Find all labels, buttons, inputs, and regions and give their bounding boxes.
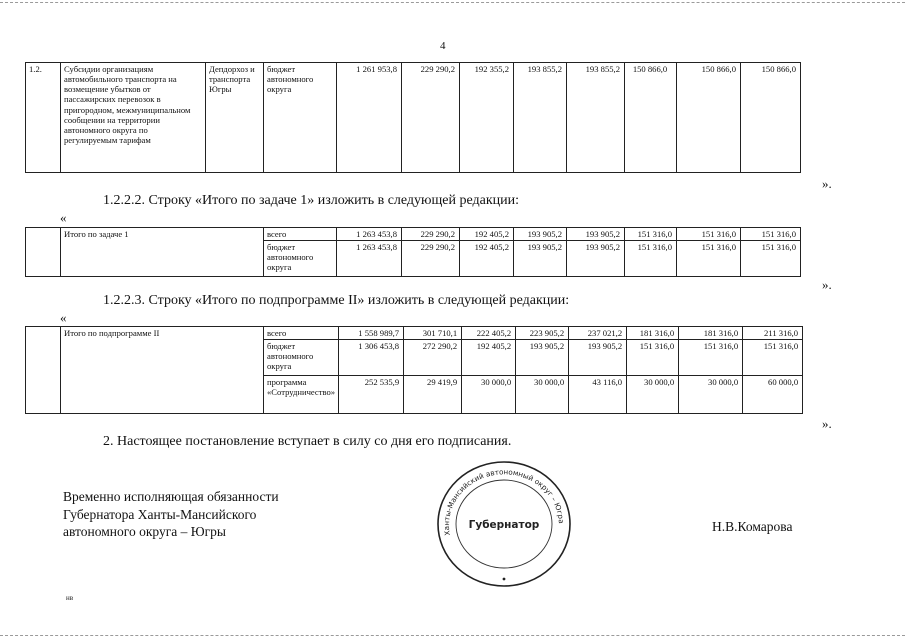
cell-value: 181 316,0 (679, 327, 743, 340)
cell-value: 237 021,2 (569, 327, 627, 340)
cell-year-value: 150 866,0 (741, 63, 801, 173)
cell-value: 60 000,0 (743, 376, 803, 414)
cell-funding-source: программа «Сотрудничество» (264, 376, 339, 414)
cell-total: 1 261 953,8 (337, 63, 402, 173)
cell-value: 192 405,2 (460, 241, 514, 277)
cell-value: 151 316,0 (625, 241, 677, 277)
cell-funding-source: бюджет автономного округа (264, 63, 337, 173)
scan-top-edge (0, 2, 905, 3)
cell-year-value: 150 866,0 (625, 63, 677, 173)
cell-value: 252 535,9 (339, 376, 404, 414)
cell-funding-source: всего (264, 327, 339, 340)
cell-value: 301 710,1 (404, 327, 462, 340)
cell-funding-source: всего (264, 228, 337, 241)
footer-mark: нв (66, 594, 74, 602)
page-number: 4 (440, 40, 446, 52)
closing-quote: ». (822, 416, 832, 431)
seal-dot (503, 578, 506, 581)
opening-quote: « (60, 310, 67, 325)
cell-year-value: 193 855,2 (567, 63, 625, 173)
cell-value: 222 405,2 (462, 327, 516, 340)
paragraph-1-2-2-2: 1.2.2.2. Строку «Итого по задаче 1» изложить в следующей редакции: (103, 193, 520, 208)
cell-value: 151 316,0 (741, 228, 801, 241)
cell-value: 193 905,2 (567, 228, 625, 241)
cell-year-value: 150 866,0 (677, 63, 741, 173)
table-task-1-total (25, 227, 801, 277)
cell-value: 1 558 989,7 (339, 327, 404, 340)
cell-total-label: Итого по задаче 1 (61, 228, 264, 277)
seal-center-text: Губернатор (468, 519, 540, 531)
cell-value: 1 263 453,8 (337, 241, 402, 277)
cell-value: 43 116,0 (569, 376, 627, 414)
cell-value: 29 419,9 (404, 376, 462, 414)
cell-value: 181 316,0 (627, 327, 679, 340)
signatory-line: Временно исполняющая обязанности (63, 489, 279, 504)
signatory-name: Н.В.Комарова (712, 519, 793, 534)
cell-value: 193 905,2 (516, 340, 569, 376)
cell-value: 229 290,2 (402, 241, 460, 277)
closing-quote: ». (822, 176, 832, 191)
scan-bottom-edge (0, 635, 905, 636)
cell-value: 30 000,0 (627, 376, 679, 414)
cell-value: 151 316,0 (741, 241, 801, 277)
cell-blank (26, 228, 61, 277)
cell-value: 272 290,2 (404, 340, 462, 376)
table-subprogram-2-total (25, 326, 803, 414)
cell-value: 193 905,2 (567, 241, 625, 277)
cell-value: 192 405,2 (460, 228, 514, 241)
cell-value: 30 000,0 (462, 376, 516, 414)
cell-value: 151 316,0 (743, 340, 803, 376)
opening-quote: « (60, 210, 67, 225)
cell-value: 229 290,2 (402, 228, 460, 241)
cell-value: 192 405,2 (462, 340, 516, 376)
cell-value: 30 000,0 (679, 376, 743, 414)
signatory-title (63, 488, 279, 541)
cell-row-number: 1.2. (26, 63, 61, 173)
cell-year-value: 193 855,2 (514, 63, 567, 173)
paragraph-2-effective: 2. Настоящее постановление вступает в силу со дня его подписания. (103, 434, 512, 449)
cell-value: 151 316,0 (679, 340, 743, 376)
governor-seal (432, 457, 577, 592)
cell-blank (26, 327, 61, 414)
cell-measure-name: Субсидии организациям автомобильного транспорта на возмещение убытков от пассажирских перевозок в пригородном, межмуниципальном сообщении на территории автономного округа по регулируемым тарифам (61, 63, 206, 173)
cell-year-value: 229 290,2 (402, 63, 460, 173)
cell-value: 151 316,0 (625, 228, 677, 241)
cell-value: 151 316,0 (677, 241, 741, 277)
signatory-line: автономного округа – Югры (63, 524, 226, 540)
cell-value: 1 306 453,8 (339, 340, 404, 376)
table-row-1-2 (25, 62, 801, 173)
cell-value: 193 905,2 (569, 340, 627, 376)
cell-value: 211 316,0 (743, 327, 803, 340)
cell-total-label: Итого по подпрограмме II (61, 327, 264, 414)
cell-value: 193 905,2 (514, 241, 567, 277)
paragraph-1-2-2-3: 1.2.2.3. Строку «Итого по подпрограмме II» изложить в следующей редакции: (103, 293, 570, 308)
signatory-line: Губернатора Ханты-Мансийского (63, 506, 257, 522)
cell-year-value: 192 355,2 (460, 63, 514, 173)
closing-quote: ». (822, 277, 832, 292)
seal-ring-text: Ханты-Мансийский автономный округ – Югра (441, 467, 567, 537)
cell-funding-source: бюджет автономного округа (264, 340, 339, 376)
cell-funding-source: бюджет автономного округа (264, 241, 337, 277)
cell-value: 193 905,2 (514, 228, 567, 241)
cell-value: 151 316,0 (677, 228, 741, 241)
cell-value: 30 000,0 (516, 376, 569, 414)
cell-value: 1 263 453,8 (337, 228, 402, 241)
cell-value: 151 316,0 (627, 340, 679, 376)
cell-value: 223 905,2 (516, 327, 569, 340)
cell-executor: Депдорхоз и транспорта Югры (206, 63, 264, 173)
